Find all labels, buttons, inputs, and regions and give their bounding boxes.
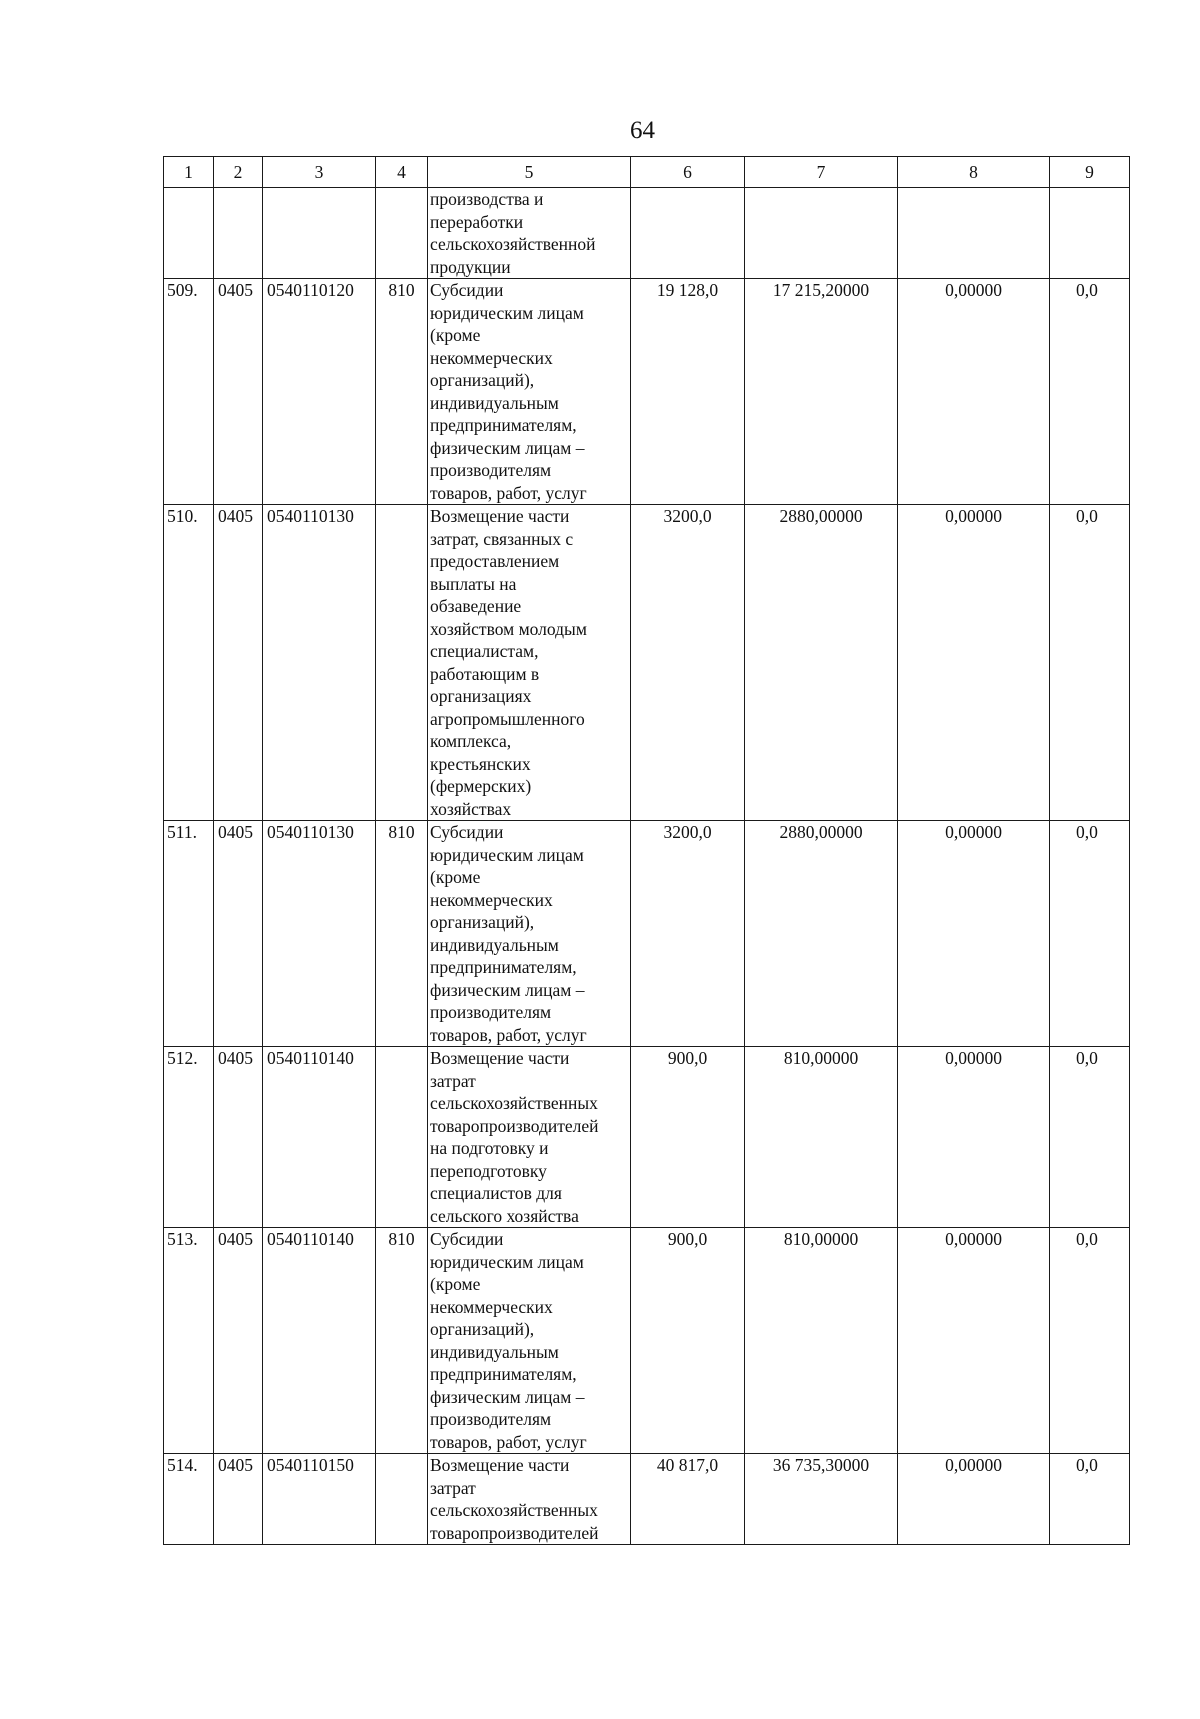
name-line: предпринимателям, — [430, 1364, 577, 1384]
table-row — [164, 505, 1130, 821]
name-line: (фермерских) — [430, 776, 532, 796]
name-line: предпринимателям, — [430, 415, 577, 435]
name-line: некоммерческих — [430, 347, 553, 368]
header-cell: 1 — [164, 157, 214, 188]
name-line: хозяйством молодым — [430, 618, 587, 639]
name-line: сельскохозяйственной — [430, 234, 596, 254]
name-line: сельскохозяйственных — [430, 1093, 598, 1113]
name-line: затрат, связанных с — [430, 528, 574, 549]
header-cell: 7 — [745, 157, 898, 188]
name-line: юридическим лицам — [430, 302, 584, 323]
name-line: (кроме — [430, 867, 481, 887]
name-line: сельскохозяйственных — [430, 1500, 598, 1520]
target-article-code: 0540110120 — [263, 279, 376, 505]
header-cell: 8 — [898, 157, 1050, 188]
target-article-code: 0540110130 — [263, 821, 376, 1047]
name-line: производителям — [430, 1002, 552, 1022]
amount-col-7: 36 735,30000 — [745, 1454, 898, 1545]
name-line: хозяйствах — [430, 798, 512, 819]
name-line: затрат — [430, 1477, 476, 1498]
item-name — [428, 1454, 631, 1545]
header-cell: 2 — [214, 157, 263, 188]
table-row — [164, 1047, 1130, 1228]
name-line: Субсидии — [430, 1229, 504, 1249]
name-line: специалистов для — [430, 1183, 562, 1203]
header-cell: 5 — [428, 157, 631, 188]
section-code: 0405 — [214, 1228, 263, 1454]
name-line: агропромышленного — [430, 708, 585, 729]
name-line: предпринимателям, — [430, 957, 577, 977]
page-number: 64 — [630, 117, 655, 144]
name-line: физическим лицам – — [430, 1386, 585, 1407]
name-line: Возмещение части — [430, 506, 570, 526]
amount-col-7: 810,00000 — [745, 1047, 898, 1228]
continuation-row — [164, 188, 1130, 279]
expense-type-code — [376, 1454, 428, 1545]
target-article-code: 0540110130 — [263, 505, 376, 821]
name-line: индивидуальным — [430, 392, 559, 413]
name-line: работающим в — [430, 663, 540, 684]
amount-col-7: 810,00000 — [745, 1228, 898, 1454]
amount-col-9: 0,0 — [1050, 279, 1130, 505]
name-line: на подготовку и — [430, 1138, 549, 1158]
amount-col-7: 17 215,20000 — [745, 279, 898, 505]
header-row — [164, 157, 1130, 188]
amount-col-9: 0,0 — [1050, 821, 1130, 1047]
table-row — [164, 821, 1130, 1047]
name-line: Возмещение части — [430, 1455, 570, 1475]
section-code: 0405 — [214, 1454, 263, 1545]
name-line: некоммерческих — [430, 889, 553, 910]
amount-col-9: 0,0 — [1050, 505, 1130, 821]
name-line: переработки — [430, 211, 524, 232]
row-number: 512. — [164, 1047, 214, 1228]
item-name — [428, 505, 631, 821]
amount-col-8: 0,00000 — [898, 505, 1050, 821]
item-name — [428, 1047, 631, 1228]
name-line: физическим лицам – — [430, 979, 585, 1000]
amount-col-8: 0,00000 — [898, 1047, 1050, 1228]
name-line: товаров, работ, услуг — [430, 1431, 587, 1452]
amount-col-8: 0,00000 — [898, 1454, 1050, 1545]
budget-table — [163, 156, 1130, 1545]
amount-col-6: 900,0 — [631, 1047, 745, 1228]
name-line: юридическим лицам — [430, 1251, 584, 1272]
amount-col-6: 3200,0 — [631, 821, 745, 1047]
expense-type-code: 810 — [376, 821, 428, 1047]
item-name — [428, 279, 631, 505]
row-number: 510. — [164, 505, 214, 821]
name-line: организаций), — [430, 1319, 535, 1339]
name-line: крестьянских — [430, 753, 531, 774]
section-code: 0405 — [214, 1047, 263, 1228]
amount-col-8: 0,00000 — [898, 1228, 1050, 1454]
name-line: товаров, работ, услуг — [430, 1024, 587, 1045]
name-line: затрат — [430, 1070, 476, 1091]
expense-type-code — [376, 1047, 428, 1228]
name-line: организаций), — [430, 370, 535, 390]
continuation-name-cell — [428, 188, 631, 279]
name-line: некоммерческих — [430, 1296, 553, 1317]
item-name — [428, 1228, 631, 1454]
name-line: индивидуальным — [430, 934, 559, 955]
amount-col-9: 0,0 — [1050, 1228, 1130, 1454]
name-line: производителям — [430, 1409, 552, 1429]
expense-type-code — [376, 505, 428, 821]
name-line: переподготовку — [430, 1160, 547, 1181]
name-line: производителям — [430, 460, 552, 480]
amount-col-7: 2880,00000 — [745, 821, 898, 1047]
amount-col-7: 2880,00000 — [745, 505, 898, 821]
table-row — [164, 1454, 1130, 1545]
name-line: специалистам, — [430, 641, 539, 661]
section-code: 0405 — [214, 821, 263, 1047]
name-line: Субсидии — [430, 280, 504, 300]
name-line: (кроме — [430, 325, 481, 345]
name-line: товаров, работ, услуг — [430, 482, 587, 503]
item-name — [428, 821, 631, 1047]
name-line: комплекса, — [430, 731, 512, 751]
table-row — [164, 1228, 1130, 1454]
name-line: товаропроизводителей — [430, 1115, 599, 1136]
name-line: организаций), — [430, 912, 535, 932]
table-row — [164, 279, 1130, 505]
section-code: 0405 — [214, 279, 263, 505]
name-line: юридическим лицам — [430, 844, 584, 865]
header-cell: 4 — [376, 157, 428, 188]
target-article-code: 0540110150 — [263, 1454, 376, 1545]
row-number: 509. — [164, 279, 214, 505]
amount-col-6: 900,0 — [631, 1228, 745, 1454]
name-line: производства и — [430, 189, 544, 209]
name-line: (кроме — [430, 1274, 481, 1294]
name-line: физическим лицам – — [430, 437, 585, 458]
name-line: предоставлением — [430, 551, 560, 571]
name-line: Возмещение части — [430, 1048, 570, 1068]
header-cell: 6 — [631, 157, 745, 188]
header-cell: 3 — [263, 157, 376, 188]
name-line: сельского хозяйства — [430, 1205, 579, 1226]
name-line: продукции — [430, 256, 511, 277]
name-line: обзаведение — [430, 596, 522, 616]
amount-col-9: 0,0 — [1050, 1047, 1130, 1228]
expense-type-code: 810 — [376, 1228, 428, 1454]
name-line: организациях — [430, 686, 532, 706]
row-number: 511. — [164, 821, 214, 1047]
amount-col-6: 19 128,0 — [631, 279, 745, 505]
row-number: 514. — [164, 1454, 214, 1545]
header-cell: 9 — [1050, 157, 1130, 188]
target-article-code: 0540110140 — [263, 1228, 376, 1454]
name-line: выплаты на — [430, 573, 517, 594]
amount-col-6: 3200,0 — [631, 505, 745, 821]
amount-col-8: 0,00000 — [898, 821, 1050, 1047]
amount-col-6: 40 817,0 — [631, 1454, 745, 1545]
expense-type-code: 810 — [376, 279, 428, 505]
name-line: товаропроизводителей — [430, 1522, 599, 1543]
name-line: индивидуальным — [430, 1341, 559, 1362]
amount-col-8: 0,00000 — [898, 279, 1050, 505]
name-line: Субсидии — [430, 822, 504, 842]
amount-col-9: 0,0 — [1050, 1454, 1130, 1545]
target-article-code: 0540110140 — [263, 1047, 376, 1228]
row-number: 513. — [164, 1228, 214, 1454]
section-code: 0405 — [214, 505, 263, 821]
